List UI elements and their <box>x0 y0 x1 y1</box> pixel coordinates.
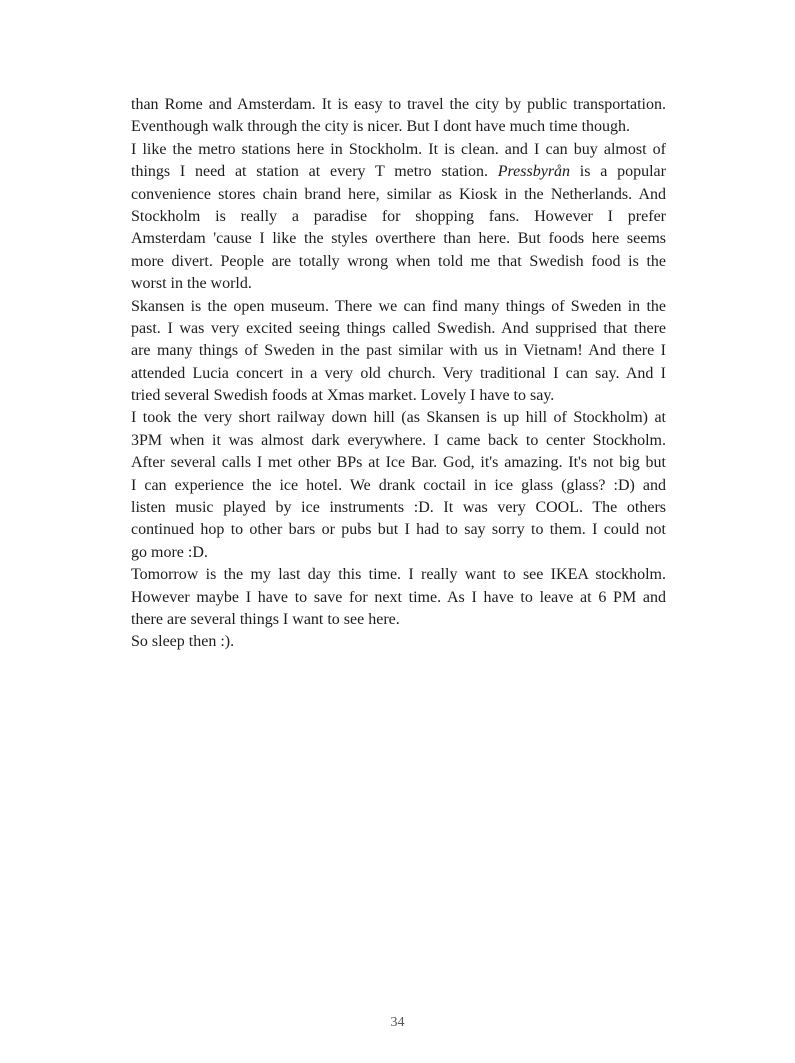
text-line: Stockholm is really a paradise for shopping fans. However I prefer <box>131 207 666 225</box>
text-line <box>131 161 666 183</box>
text-line: I can experience the ice hotel. We drank coctail in ice glass (glass? :D) and <box>131 476 666 494</box>
text-line: more divert. People are totally wrong when told me that Swedish food is the <box>131 252 666 270</box>
page-number: 34 <box>390 1015 405 1030</box>
text-line: I like the metro stations here in Stockholm. It is clean. and I can buy almost of <box>131 140 666 158</box>
text-line: are many things of Sweden in the past similar with us in Vietnam! And there I <box>131 342 666 360</box>
text-line: Amsterdam 'cause I like the styles overthere than here. But foods here seems <box>131 230 666 248</box>
text-line: Eventhough walk through the city is nicer. But I dont have much time though. <box>131 118 631 136</box>
page-text-block <box>131 94 666 654</box>
text-line: 3PM when it was almost dark everywhere. I came back to center Stockholm. <box>131 431 666 449</box>
text-line: However maybe I have to save for next time. As I have to leave at 6 PM and <box>131 588 666 606</box>
text-line: I took the very short railway down hill (as Skansen is up hill of Stockholm) at <box>131 409 666 427</box>
text-line: past. I was very excited seeing things called Swedish. And supprised that there <box>131 319 666 337</box>
text-segment: is a popular <box>570 163 666 181</box>
text-line: convenience stores chain brand here, similar as Kiosk in the Netherlands. And <box>131 185 666 203</box>
text-line: Tomorrow is the my last day this time. I really want to see IKEA stockholm. <box>131 566 666 584</box>
text-line: than Rome and Amsterdam. It is easy to travel the city by public transportation. <box>131 96 666 113</box>
text-line: Skansen is the open museum. There we can find many things of Sweden in the <box>131 297 666 315</box>
text-line: So sleep then :). <box>131 633 235 651</box>
text-line: After several calls I met other BPs at Ice Bar. God, it's amazing. It's not big but <box>131 454 666 472</box>
text-line: worst in the world. <box>131 275 252 293</box>
text-line: attended Lucia concert in a very old church. Very traditional I can say. And I <box>131 364 666 382</box>
text-segment: things I need at station at every T metro station. <box>131 163 498 181</box>
text-line: tried several Swedish foods at Xmas market. Lovely I have to say. <box>131 387 555 405</box>
italic-term: Pressbyrån <box>497 163 571 181</box>
text-line: there are several things I want to see here. <box>131 610 400 628</box>
text-line: continued hop to other bars or pubs but I had to say sorry to them. I could not <box>131 521 666 539</box>
text-line: go more :D. <box>131 543 208 561</box>
text-line: listen music played by ice instruments :D. It was very COOL. The others <box>131 499 666 517</box>
